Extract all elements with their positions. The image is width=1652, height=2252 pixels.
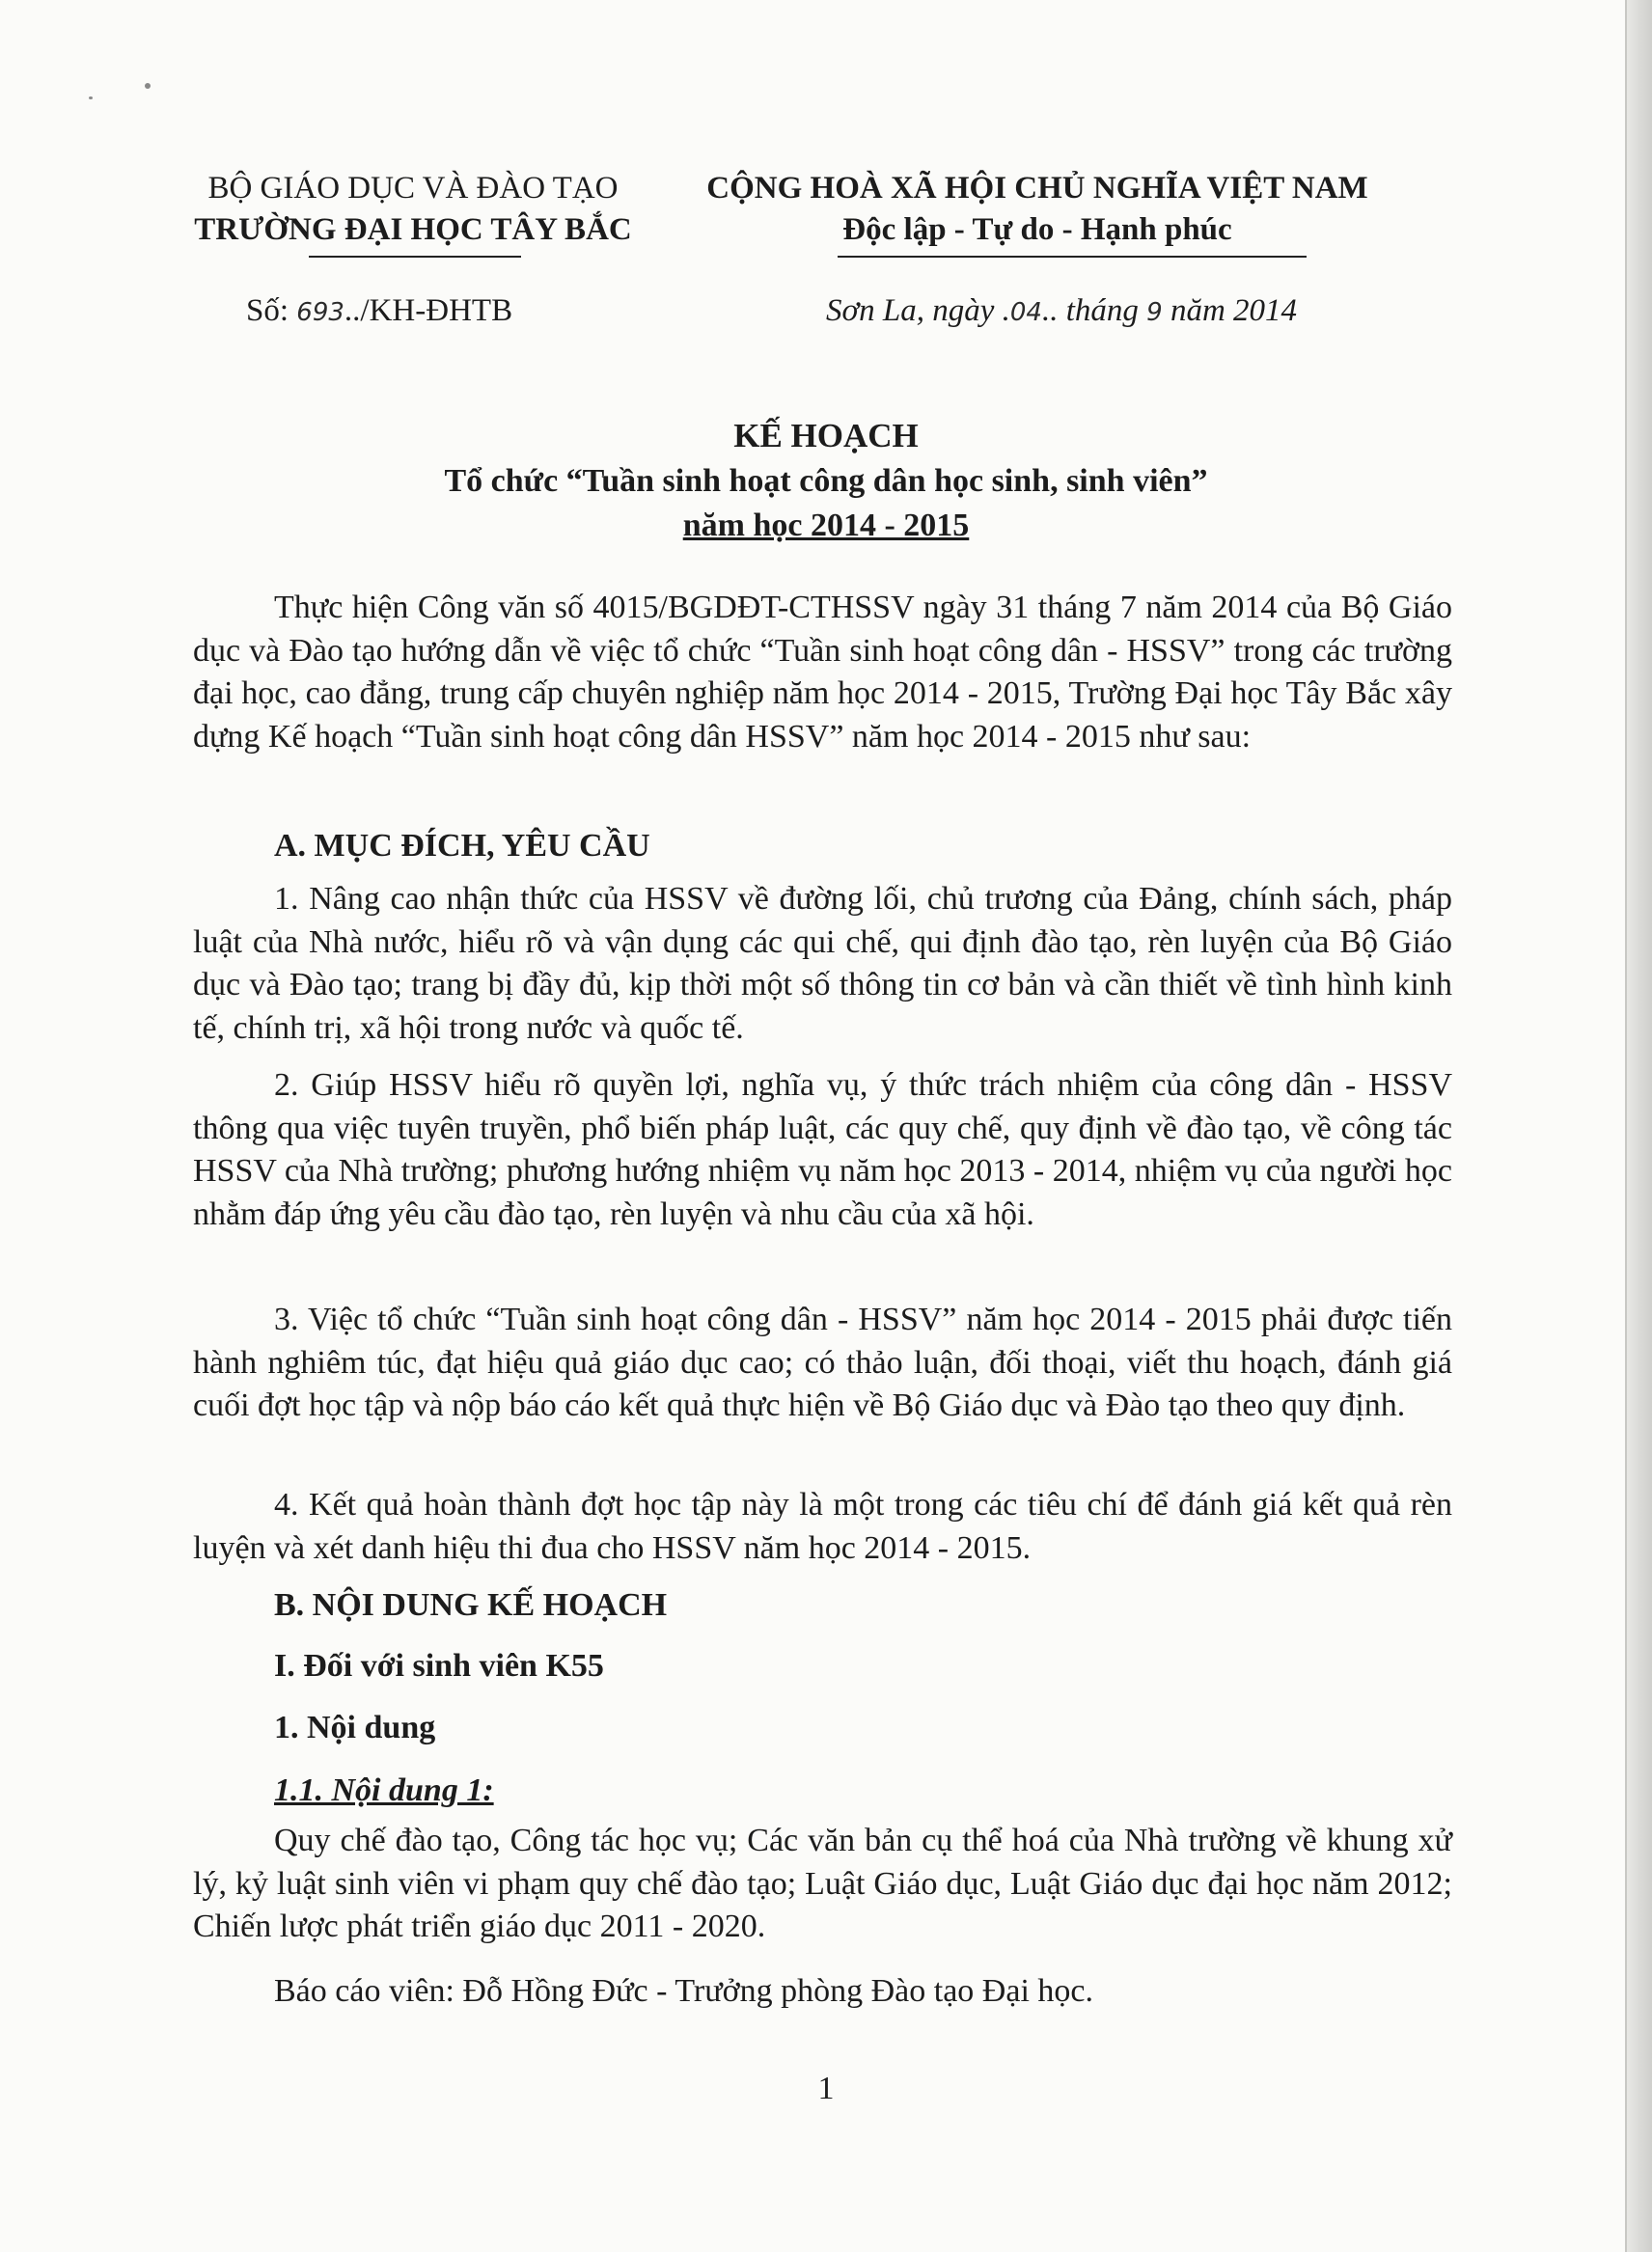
document-number-handwritten: 693 bbox=[296, 298, 344, 327]
section-a-item-2: 2. Giúp HSSV hiểu rõ quyền lợi, nghĩa vụ, ý thức trách nhiệm của công dân - HSSV thông qua việc tuyên truyền, phổ biến pháp luật, các quy chế, quy định về đào tạo, về công tác HSSV của Nhà trường; phương hướng nhiệm vụ năm học 2013 - 2014, nhiệm vụ của người học nhằm đáp ứng yêu cầu đào tạo, rèn luyện và nhu cầu của xã hội. bbox=[193, 1067, 1452, 1233]
section-b-subheading-2: 1. Nội dung bbox=[274, 1710, 436, 1745]
scan-speck bbox=[145, 83, 151, 89]
document-subtitle-year bbox=[0, 508, 1652, 544]
section-b-content: Quy chế đào tạo, Công tác học vụ; Các văn bản cụ thể hoá của Nhà trường về khung xử lý, kỷ luật sinh viên vi phạm quy chế đào tạo; Luật Giáo dục, Luật Giáo dục đại học năm 2012; Chiến lược phát triển giáo dục 2011 - 2020. bbox=[193, 1823, 1452, 1945]
document-subtitle: Tổ chức “Tuần sinh hoạt công dân học sinh, sinh viên” bbox=[444, 463, 1208, 499]
section-a-item-4: 4. Kết quả hoàn thành đợt học tập này là một trong các tiêu chí để đánh giá kết quả rèn luyện và xét danh hiệu thi đua cho HSSV năm học 2014 - 2015. bbox=[193, 1487, 1452, 1566]
place-date-middle: .. tháng bbox=[1041, 293, 1147, 328]
country-name: CỘNG HOÀ XÃ HỘI CHỦ NGHĨA VIỆT NAM bbox=[706, 171, 1368, 206]
scan-edge-line bbox=[1625, 0, 1627, 2252]
section-a-item-1: 1. Nâng cao nhận thức của HSSV về đường lối, chủ trương của Đảng, chính sách, pháp luật của Nhà nước, hiểu rõ và vận dụng các qui chế, qui định đào tạo, rèn luyện của Bộ Giáo dục và Đào tạo; trang bị đầy đủ, kịp thời một số thông tin cơ bản và cần thiết về tình hình kinh tế, chính trị, xã hội trong nước và quốc tế. bbox=[193, 881, 1452, 1047]
school-name-underline bbox=[309, 256, 521, 258]
section-b-heading: B. NỘI DUNG KẾ HOẠCH bbox=[274, 1587, 668, 1623]
section-a-heading: A. MỤC ĐÍCH, YÊU CẦU bbox=[274, 828, 650, 864]
document-number-prefix: Số: bbox=[246, 293, 297, 328]
date-month-handwritten: 9 bbox=[1146, 298, 1163, 327]
scan-speck bbox=[89, 96, 93, 99]
motto-underline bbox=[838, 256, 1307, 258]
date-day-handwritten: 04 bbox=[1009, 298, 1042, 327]
speaker-line: Báo cáo viên: Đỗ Hồng Đức - Trưởng phòng Đào tạo Đại học. bbox=[274, 1973, 1093, 2009]
place-date-year: năm 2014 bbox=[1162, 293, 1298, 328]
place-date bbox=[826, 293, 1297, 329]
section-b-subheading-1: I. Đối với sinh viên K55 bbox=[274, 1648, 604, 1684]
intro-paragraph: Thực hiện Công văn số 4015/BGDĐT-CTHSSV ngày 31 tháng 7 năm 2014 của Bộ Giáo dục và Đào tạo hướng dẫn về việc tổ chức “Tuần sinh hoạt công dân - HSSV” trong các trường đại học, cao đẳng, trung cấp chuyên nghiệp năm học 2014 - 2015, Trường Đại học Tây Bắc xây dựng Kế hoạch “Tuần sinh hoạt công dân HSSV” năm học 2014 - 2015 như sau: bbox=[193, 590, 1452, 755]
ministry-name: BỘ GIÁO DỤC VÀ ĐÀO TẠO bbox=[207, 171, 619, 206]
place-date-prefix: Sơn La, ngày . bbox=[826, 293, 1010, 328]
document-number-suffix: ../KH-ĐHTB bbox=[344, 293, 513, 328]
document-subtitle-year-text: năm học 2014 - 2015 bbox=[682, 508, 970, 543]
section-a-item-3: 3. Việc tổ chức “Tuần sinh hoạt công dân - HSSV” năm học 2014 - 2015 phải được tiến hành nghiêm túc, đạt hiệu quả giáo dục cao; có thảo luận, đối thoại, viết thu hoạch, đánh giá cuối đợt học tập và nộp báo cáo kết quả thực hiện về Bộ Giáo dục và Đào tạo theo quy định. bbox=[193, 1302, 1452, 1424]
section-b-subheading-3 bbox=[274, 1772, 494, 1809]
motto: Độc lập - Tự do - Hạnh phúc bbox=[842, 212, 1232, 247]
school-name: TRƯỜNG ĐẠI HỌC TÂY BẮC bbox=[194, 212, 632, 247]
scan-edge-shadow bbox=[1625, 0, 1652, 2252]
page-number: 1 bbox=[817, 2071, 835, 2106]
document-number bbox=[246, 293, 512, 329]
document-title: KẾ HOẠCH bbox=[733, 417, 919, 454]
section-b-subheading-3-text: 1.1. Nội dung 1: bbox=[274, 1772, 494, 1808]
